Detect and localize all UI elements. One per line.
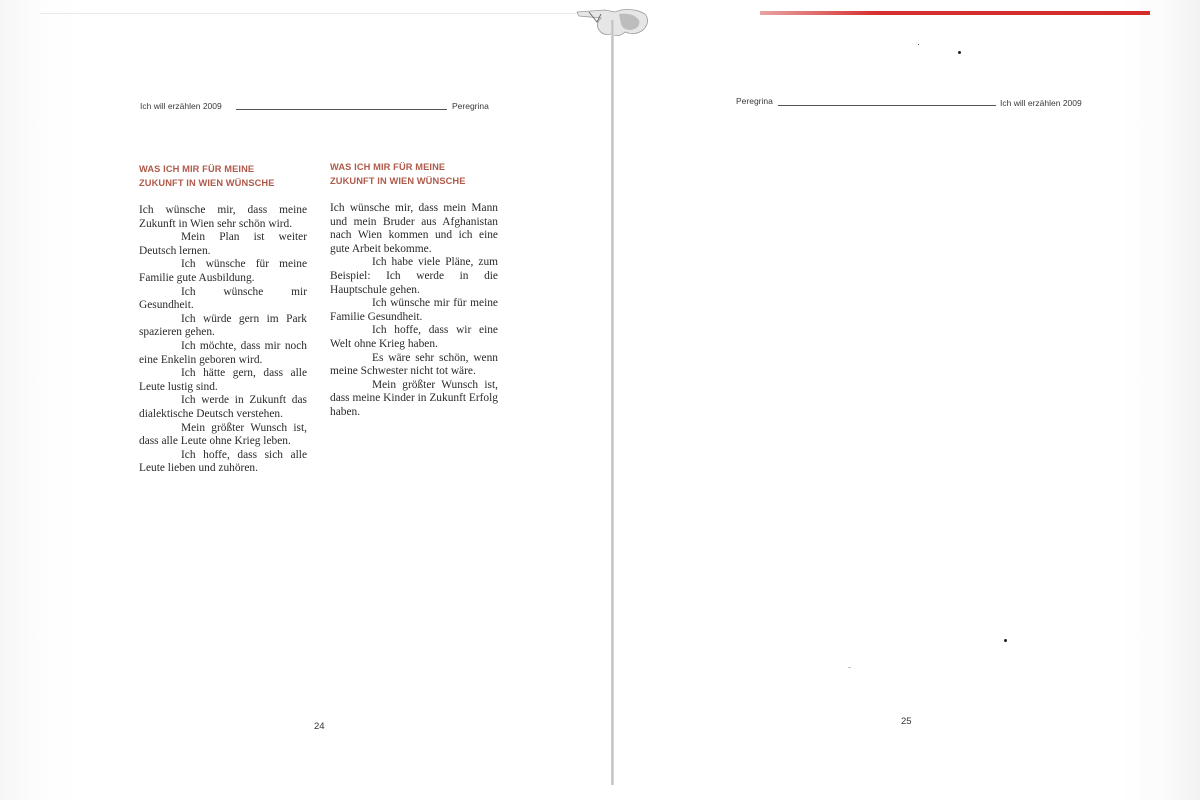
scan-speck [848, 667, 851, 668]
column-2-paragraph: Es wäre sehr schön, wenn meine Schwester nicht tot wäre. [330, 351, 498, 378]
right-page-header-rule [778, 105, 996, 106]
column-1-paragraph: Mein größter Wunsch ist, dass alle Leute ohne Krieg leben. [139, 421, 307, 448]
right-page-header-right: Ich will erzählen 2009 [1000, 98, 1082, 108]
column-1-paragraph: Ich hätte gern, dass alle Leute lustig sind. [139, 367, 307, 393]
text-column-1 [139, 163, 307, 476]
left-page-number: 24 [314, 721, 325, 732]
column-2-heading-line-1: WAS ICH MIR FÜR MEINE [330, 162, 446, 172]
left-page-header-right: Peregrina [452, 101, 489, 111]
scan-speck [958, 51, 961, 54]
column-2-paragraph: Ich hoffe, dass wir eine Welt ohne Krieg haben. [330, 324, 498, 350]
left-page-header-left: Ich will erzählen 2009 [140, 101, 222, 111]
scan-speck [918, 44, 919, 45]
column-1-paragraph: Ich hoffe, dass sich alle Leute lieben und zuhören. [139, 448, 307, 475]
column-2-paragraph: Mein größter Wunsch ist, dass meine Kinder in Zukunft Erfolg haben. [330, 378, 498, 418]
column-1-paragraph: Ich wünsche für meine Familie gute Ausbildung. [139, 258, 307, 284]
scan-speck [1004, 639, 1007, 642]
column-1-paragraph: Ich würde gern im Park spazieren gehen. [139, 312, 307, 339]
right-page [616, 0, 1200, 800]
column-2-heading [330, 161, 498, 188]
column-2-paragraph: Ich wünsche mir, dass mein Mann und mein Bruder aus Afghanistan nach Wien kommen und ich eine gute Arbeit bekomme. [330, 202, 498, 255]
column-1-paragraph: Ich werde in Zukunft das dialektische Deutsch verstehen. [139, 394, 307, 420]
right-page-number: 25 [901, 716, 912, 727]
column-1-paragraph: Ich wünsche mir Gesundheit. [139, 285, 307, 312]
column-1-paragraph: Mein Plan ist weiter Deutsch lernen. [139, 231, 307, 257]
column-2-paragraph: Ich wünsche mir für meine Familie Gesundheit. [330, 297, 498, 323]
column-2-paragraph: Ich habe viele Pläne, zum Beispiel: Ich werde in die Hauptschule gehen. [330, 256, 498, 296]
column-1-paragraph: Ich wünsche mir, dass meine Zukunft in Wien sehr schön wird. [139, 204, 307, 230]
text-column-2 [330, 161, 498, 420]
column-1-heading [139, 163, 307, 190]
right-page-header-left: Peregrina [736, 96, 773, 106]
column-1-paragraph: Ich möchte, dass mir noch eine Enkelin geboren wird. [139, 339, 307, 366]
column-1-heading-line-1: WAS ICH MIR FÜR MEINE [139, 164, 255, 174]
column-1-heading-line-2: ZUKUNFT IN WIEN WÜNSCHE [139, 177, 275, 188]
left-page-header-rule [236, 109, 447, 110]
column-2-heading-line-2: ZUKUNFT IN WIEN WÜNSCHE [330, 175, 466, 186]
